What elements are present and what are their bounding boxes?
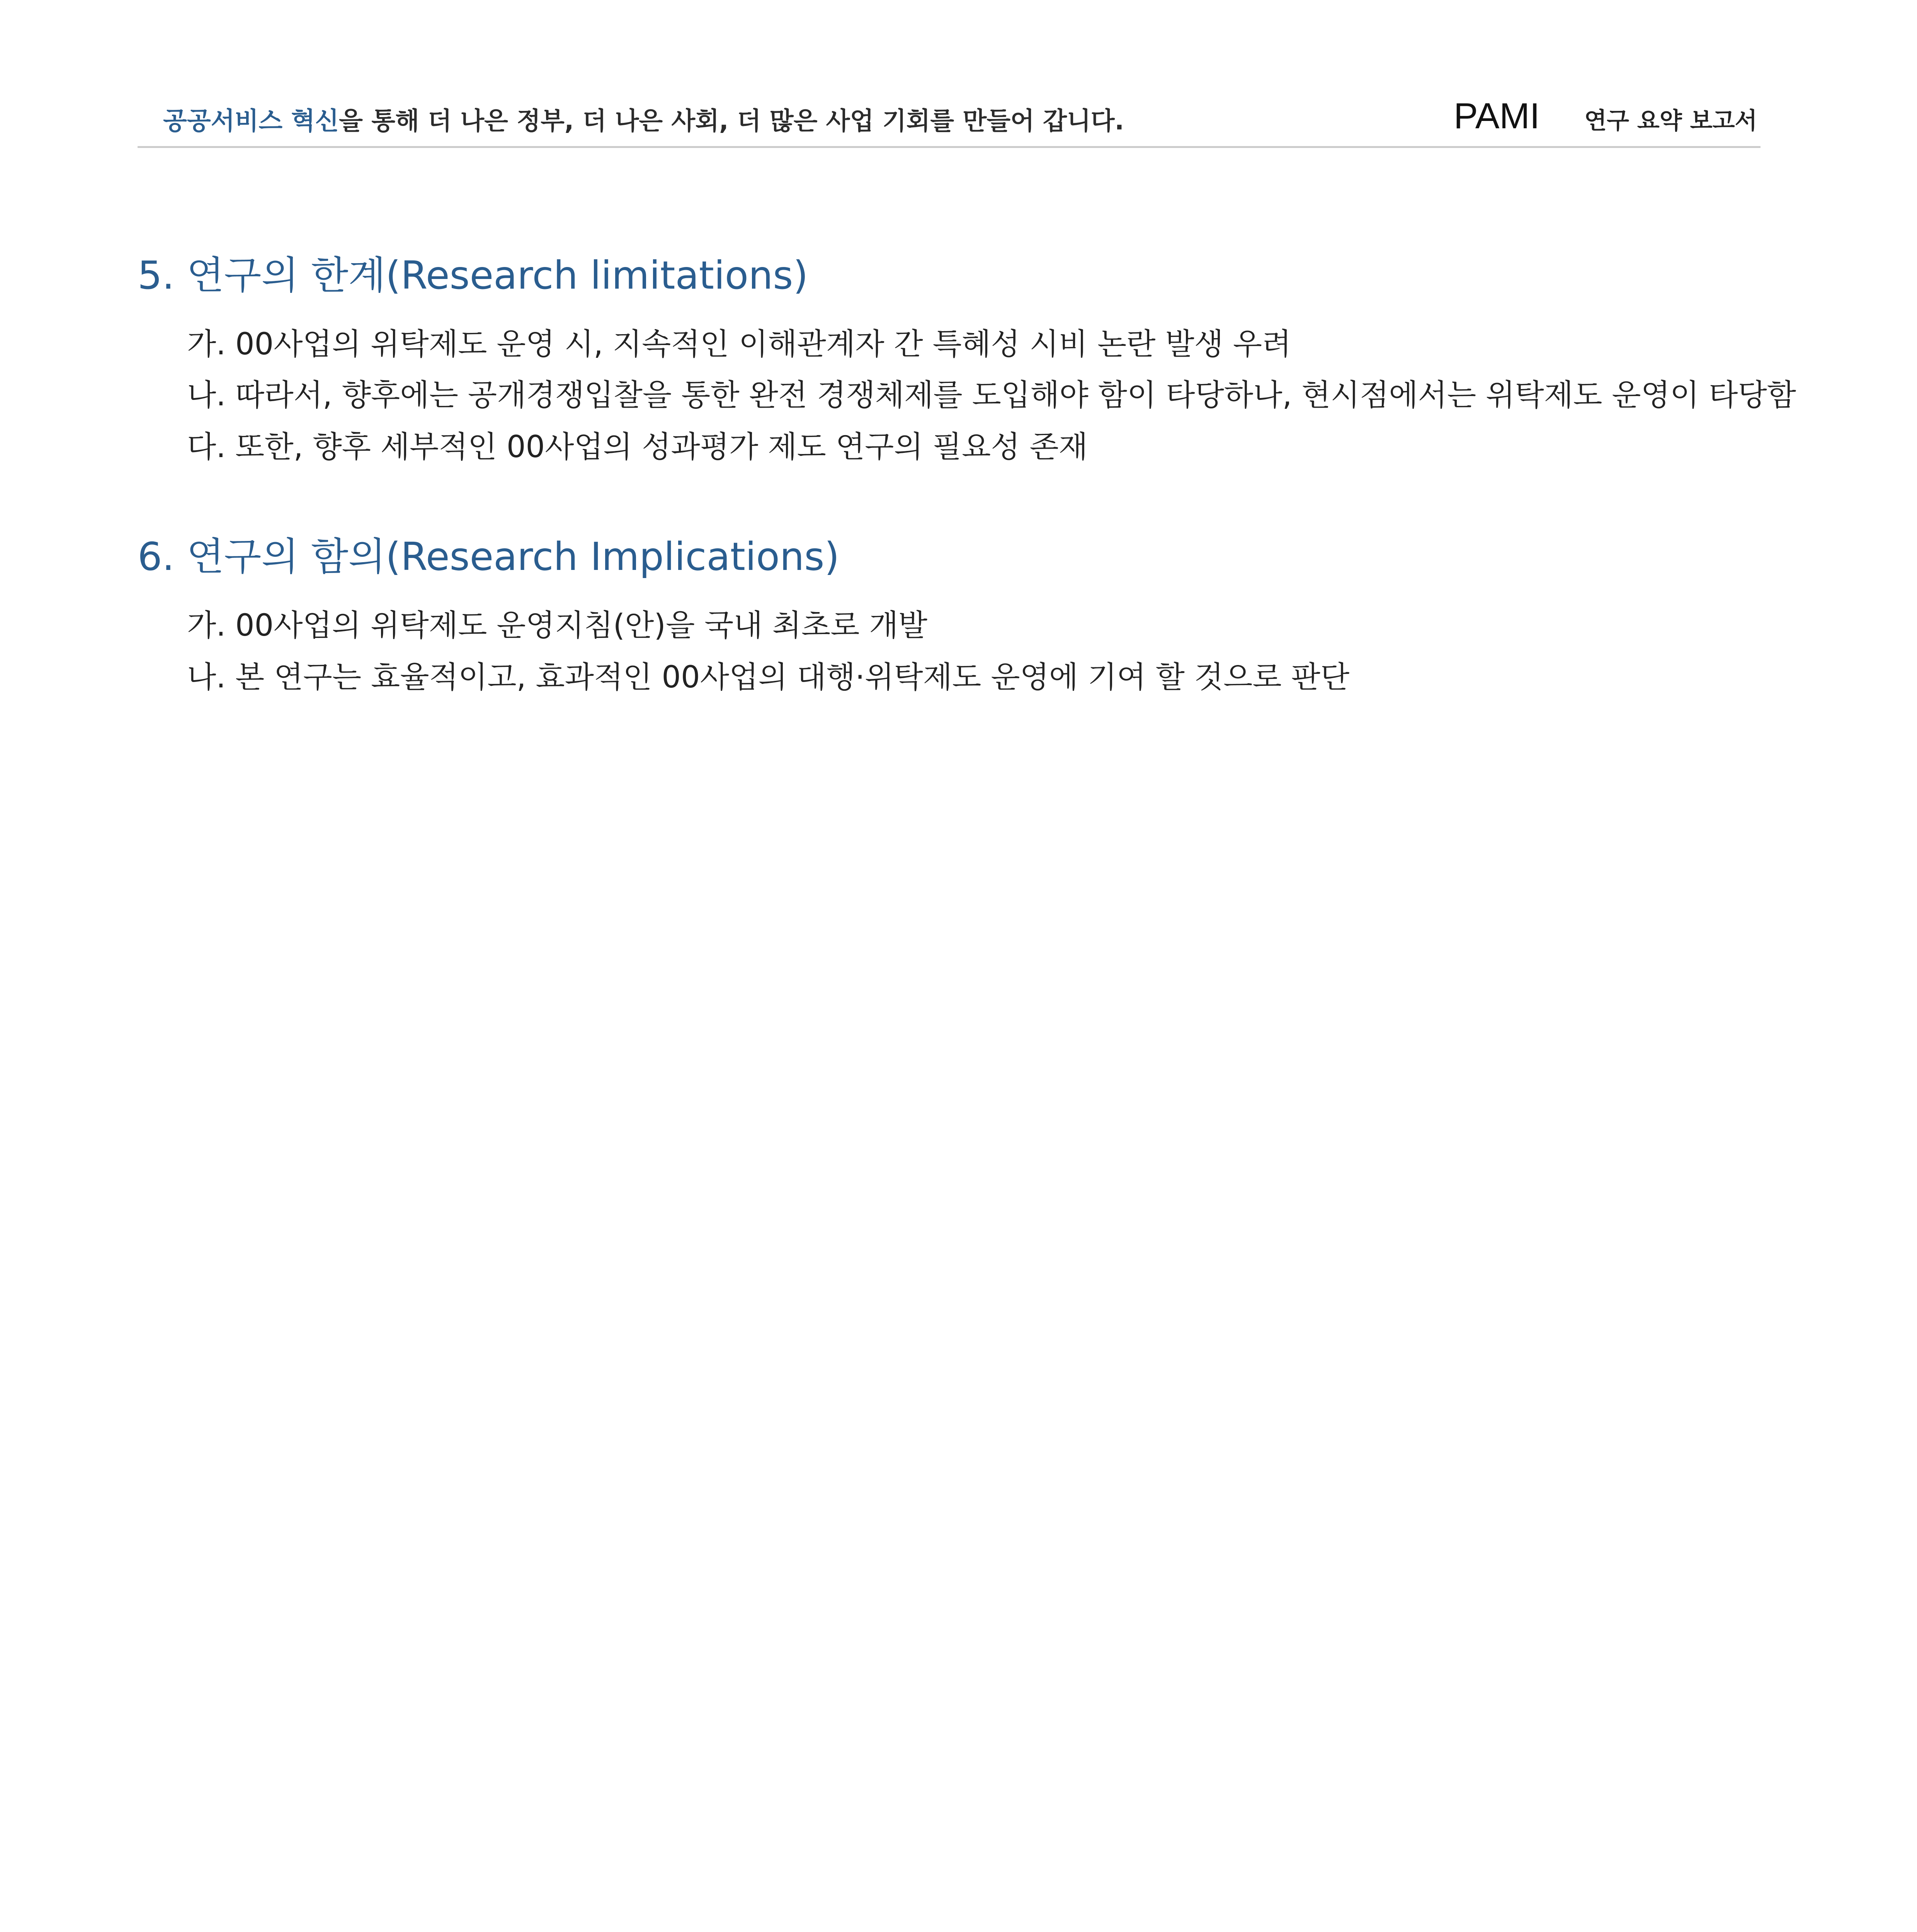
- slogan-highlight: 공공서비스 혁신: [163, 107, 339, 136]
- section-6-title: 6. 연구의 함의(Research Implications): [138, 534, 840, 579]
- section-6-item: 가. 00사업의 위탁제도 운영지침(안)을 국내 최초로 개발: [187, 608, 927, 643]
- section-5-item: 가. 00사업의 위탁제도 운영 시, 지속적인 이해관계자 간 특혜성 시비 논란 발생 우려: [187, 327, 1291, 362]
- section-5-item: 다. 또한, 향후 세부적인 00사업의 성과평가 제도 연구의 필요성 존재: [187, 430, 1088, 464]
- section-5-title: 5. 연구의 한계(Research limitations): [138, 253, 808, 298]
- section-5-item: 나. 따라서, 향후에는 공개경쟁입찰을 통한 완전 경쟁체제를 도입해야 함이 타당하나, 현시점에서는 위탁제도 운영이 타당함: [187, 378, 1796, 413]
- header-slogan: [163, 101, 1124, 137]
- section-6-item: 나. 본 연구는 효율적이고, 효과적인 00사업의 대행·위탁제도 운영에 기여 할 것으로 판단: [187, 660, 1350, 695]
- header-divider: [138, 146, 1761, 148]
- header-subtitle: 연구 요약 보고서: [1584, 107, 1757, 134]
- slogan-rest: 을 통해 더 나은 정부, 더 나은 사회, 더 많은 사업 기회를 만들어 갑니다.: [339, 107, 1124, 136]
- header-brand: PAMI: [1454, 95, 1540, 136]
